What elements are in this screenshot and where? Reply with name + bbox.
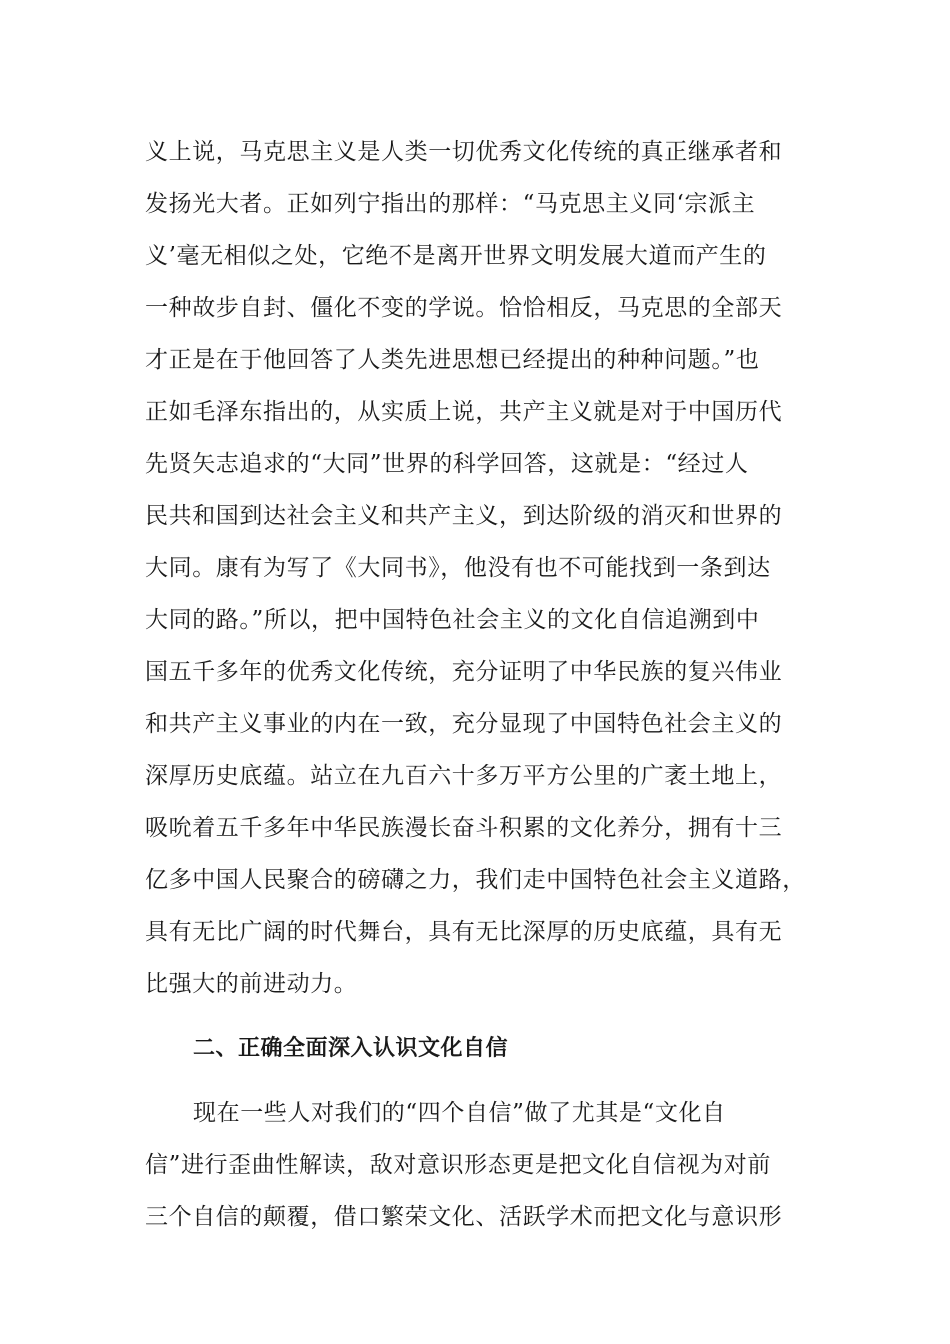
text-line: 比强大的前进动力。 — [145, 971, 358, 997]
text-line: 国五千多年的优秀文化传统，充分证明了中华民族的复兴伟业 — [145, 659, 783, 685]
text-line: 现在一些人对我们的“四个自信”做了尤其是“文化自 — [193, 1100, 726, 1126]
text-line: 义’毫无相似之处，它绝不是离开世界文明发展大道而产生的 — [145, 243, 767, 269]
text-line: 义上说，马克思主义是人类一切优秀文化传统的真正继承者和 — [145, 139, 783, 165]
text-line: 信”进行歪曲性解读，敌对意识形态更是把文化自信视为对前 — [145, 1152, 771, 1178]
text-line: 先贤矢志追求的“大同”世界的科学回答，这就是：“经过人 — [145, 451, 749, 477]
text-line: 大同的路。”所以，把中国特色社会主义的文化自信追溯到中 — [145, 607, 760, 633]
text-line: 大同。康有为写了《大同书》，他没有也不可能找到一条到达 — [145, 555, 771, 581]
text-line: 才正是在于他回答了人类先进思想已经提出的种种问题。”也 — [145, 347, 760, 373]
text-line: 发扬光大者。正如列宁指出的那样：“马克思主义同‘宗派主 — [145, 191, 756, 217]
text-line: 吸吮着五千多年中华民族漫长奋斗积累的文化养分，拥有十三 — [145, 815, 783, 841]
text-line: 亿多中国人民聚合的磅礴之力，我们走中国特色社会主义道路， — [145, 867, 806, 893]
text-line: 具有无比广阔的时代舞台，具有无比深厚的历史底蕴，具有无 — [145, 919, 783, 945]
text-line: 三个自信的颠覆，借口繁荣文化、活跃学术而把文化与意识形 — [145, 1204, 783, 1230]
text-line: 民共和国到达社会主义和共产主义，到达阶级的消灭和世界的 — [145, 503, 783, 529]
section-heading: 二、正确全面深入认识文化自信 — [193, 1036, 509, 1061]
text-line: 一种故步自封、僵化不变的学说。恰恰相反，马克思的全部天 — [145, 295, 783, 321]
text-line: 深厚历史底蕴。站立在九百六十多万平方公里的广袤土地上， — [145, 763, 783, 789]
text-line: 和共产主义事业的内在一致，充分显现了中国特色社会主义的 — [145, 711, 783, 737]
text-line: 正如毛泽东指出的，从实质上说，共产主义就是对于中国历代 — [145, 399, 783, 425]
